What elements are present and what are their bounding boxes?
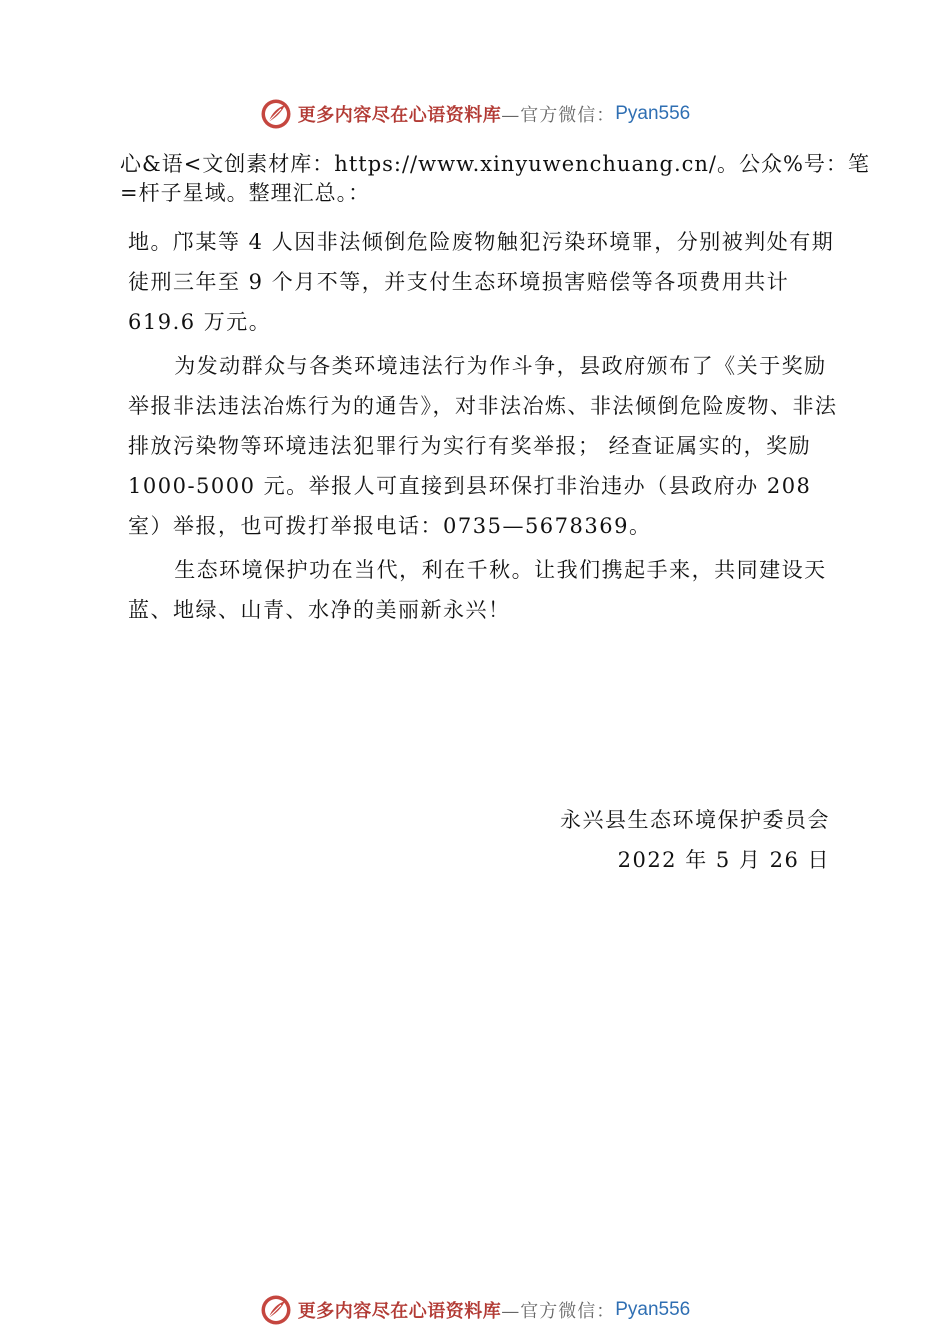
feather-logo-icon (260, 1294, 292, 1326)
source-note: 心&语<文创素材库：https://www.xinyuwenchuang.cn/。公众%号：笔=杆子星域。整理汇总。： (120, 152, 870, 205)
paragraph-closing-appeal: 生态环境保护功在当代，利在千秋。让我们携起手来，共同建设天蓝、地绿、山青、水净的美丽新永兴！ (128, 558, 827, 622)
footer-brand-text: 更多内容尽在心语资料库 (297, 1301, 502, 1322)
signature-organization: 永兴县生态环境保护委员会 (560, 808, 830, 832)
feather-logo-icon (260, 98, 292, 130)
paragraph-penalty: 地。邝某等 4 人因非法倾倒危险废物触犯污染环境罪，分别被判处有期徒刑三年至 9 个月不等，并支付生态环境损害赔偿等各项费用共计 619.6 万元。 (128, 230, 835, 334)
paragraph-reporting-reward: 为发动群众与各类环境违法行为作斗争，县政府颁布了《关于奖励举报非法违法冶炼行为的通告》，对非法冶炼、非法倾倒危险废物、非法排放污染物等环境违法犯罪行为实行有奖举报； 经查证属实的，奖励 1000-5000 元。举报人可直接到县环保打非治违办（县政府办 208 室）举报，也可拨打举报电话：0735—5678369。 (128, 354, 838, 538)
footer-wechat-id: Pyan556 (615, 1299, 691, 1320)
signature-block (560, 800, 830, 880)
header-banner (0, 94, 950, 134)
footer-banner (0, 1290, 950, 1330)
signature-date: 2022 年 5 月 26 日 (617, 848, 830, 872)
header-brand-text: 更多内容尽在心语资料库 (297, 105, 502, 126)
header-wechat-id: Pyan556 (615, 103, 691, 124)
header-wechat-label: —官方微信： (501, 105, 616, 126)
footer-wechat-label: —官方微信： (501, 1301, 616, 1322)
document-body (128, 222, 848, 634)
